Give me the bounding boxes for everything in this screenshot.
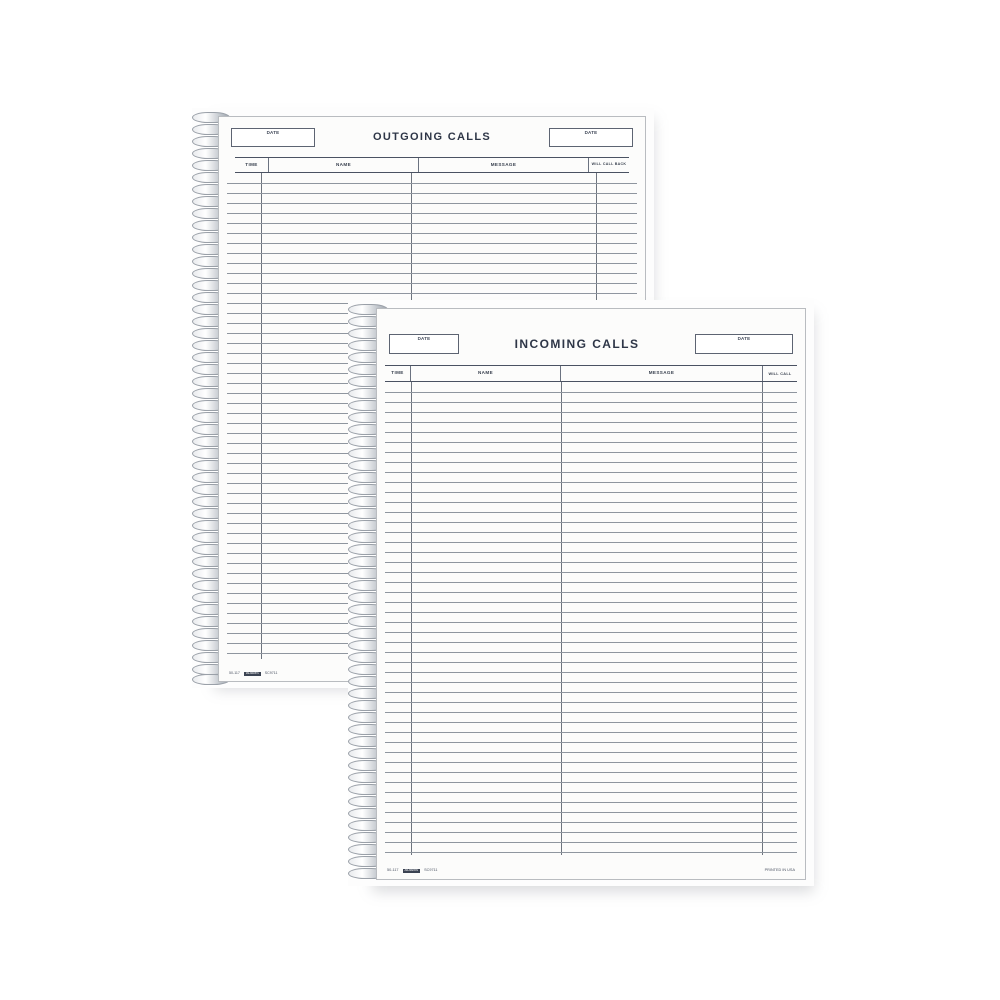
outgoing-header bbox=[219, 124, 645, 150]
outgoing-footer-brand: ADAMS bbox=[245, 671, 259, 676]
incoming-footer-left: 50-117 bbox=[387, 868, 399, 873]
outgoing-column-headers bbox=[235, 157, 629, 173]
incoming-date-box-left[interactable] bbox=[389, 334, 459, 354]
incoming-col-message: MESSAGE bbox=[561, 366, 763, 381]
incoming-footer-right: PRINTED IN USA bbox=[764, 868, 795, 873]
incoming-header bbox=[377, 331, 805, 357]
outgoing-col-message: MESSAGE bbox=[419, 158, 589, 172]
incoming-footer bbox=[387, 869, 795, 873]
outgoing-col-willcall: WILL CALL BACK bbox=[591, 162, 627, 167]
incoming-footer-brand: ADAMS bbox=[404, 868, 419, 873]
outgoing-col-time: TIME bbox=[235, 158, 269, 172]
incoming-page bbox=[376, 308, 806, 880]
outgoing-footer-code: SC9711 bbox=[264, 671, 278, 676]
outgoing-date-box-right[interactable] bbox=[549, 128, 633, 147]
notepad-incoming bbox=[348, 300, 814, 886]
outgoing-vrule-time bbox=[261, 173, 262, 659]
incoming-footer-code: SC9711 bbox=[424, 868, 438, 873]
incoming-column-headers bbox=[385, 365, 797, 382]
incoming-title: INCOMING CALLS bbox=[514, 337, 640, 351]
incoming-ruled-body bbox=[385, 382, 797, 855]
outgoing-title: OUTGOING CALLS bbox=[372, 131, 492, 143]
incoming-date-label-right: DATE bbox=[737, 336, 751, 341]
outgoing-footer-left: 50-117 bbox=[229, 671, 240, 676]
incoming-col-name: NAME bbox=[411, 366, 561, 381]
incoming-col-willcall: WILL CALL bbox=[768, 371, 792, 376]
outgoing-date-box-left[interactable] bbox=[231, 128, 315, 147]
incoming-date-label-left: DATE bbox=[417, 336, 431, 341]
outgoing-col-name: NAME bbox=[269, 158, 419, 172]
outgoing-date-label-right: DATE bbox=[584, 129, 598, 135]
incoming-date-box-right[interactable] bbox=[695, 334, 793, 354]
outgoing-date-label-left: DATE bbox=[266, 129, 280, 135]
incoming-col-time: TIME bbox=[385, 366, 411, 381]
